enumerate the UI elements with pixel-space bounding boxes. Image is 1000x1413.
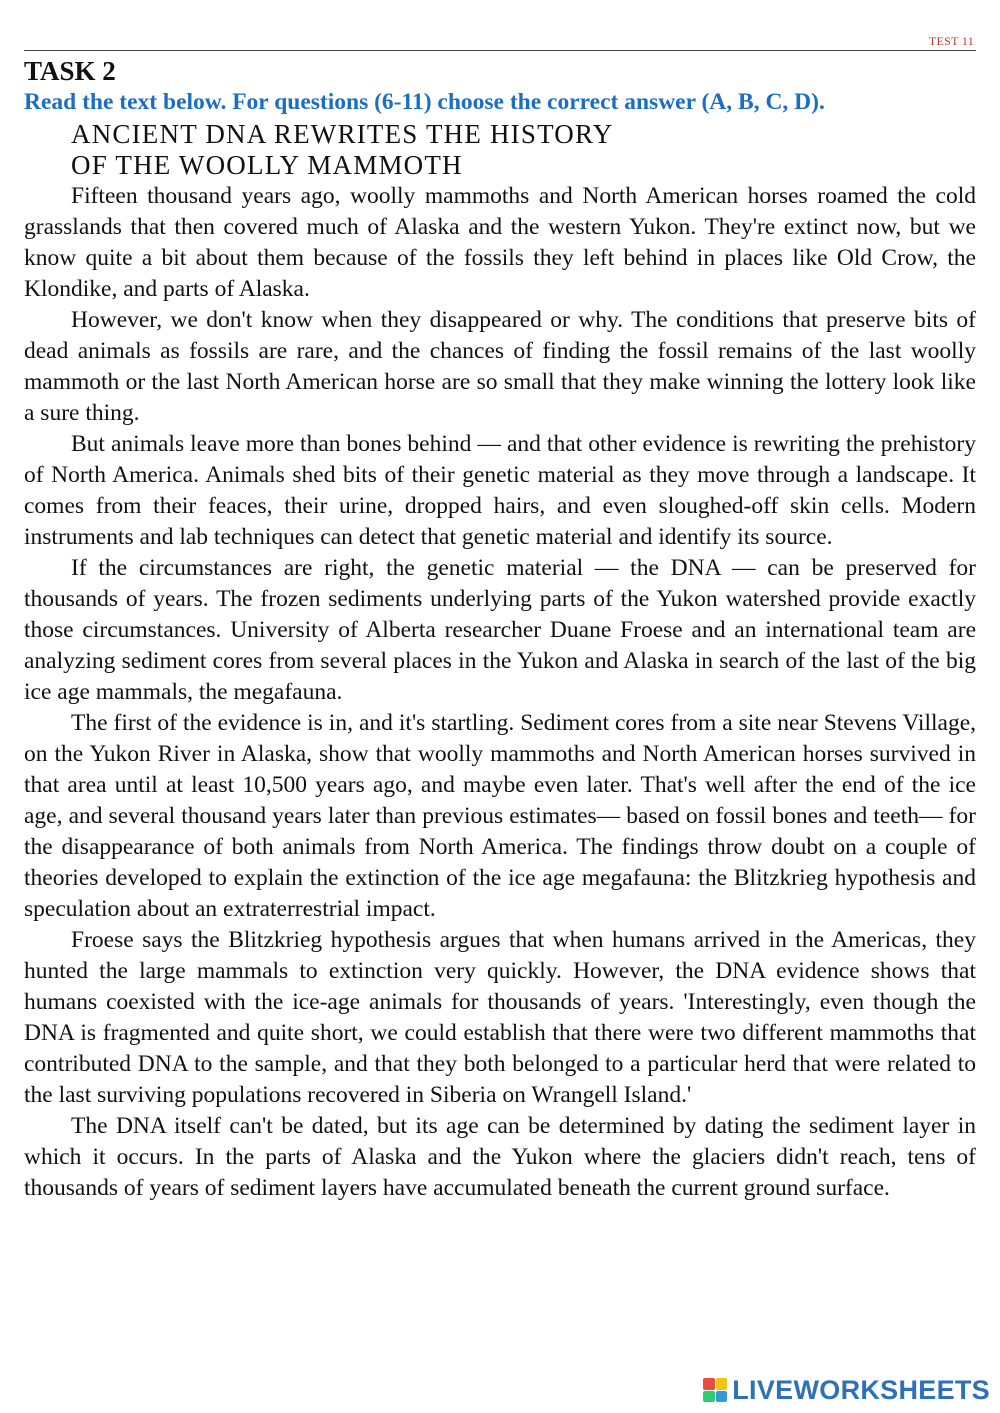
liveworksheets-logo-icon xyxy=(703,1378,727,1402)
article-body xyxy=(24,181,976,1204)
test-number-label: TEST 11 xyxy=(928,34,974,48)
logo-square-yellow xyxy=(716,1378,728,1390)
article-title-line-1: ANCIENT DNA REWRITES THE HISTORY xyxy=(71,119,614,149)
worksheet-content xyxy=(24,56,976,1204)
logo-square-blue xyxy=(716,1391,728,1403)
article-paragraph-7: The DNA itself can't be dated, but its age can be determined by dating the sediment layer in which it occurs. In the parts of Alaska and the Yukon where the glaciers didn't reach, tens of thousands of years of sediment layers have accumulated beneath the current ground surface. xyxy=(24,1113,976,1201)
article-paragraph-5: The first of the evidence is in, and it's startling. Sediment cores from a site near Stevens Village, on the Yukon River in Alaska, show that woolly mammoths and North American horses survived in that area until at least 10,500 years ago, and maybe even later. That's well after the end of the ice age, and several thousand years later than previous estimates— based on fossil bones and teeth— for the disappearance of both animals from North America. The findings throw doubt on a couple of theories developed to explain the extinction of the ice age megafauna: the Blitzkrieg hypothesis and speculation about an extraterrestrial impact. xyxy=(24,710,976,922)
article-paragraph-3: But animals leave more than bones behind — and that other evidence is rewriting the prehistory of North America. Animals shed bits of their genetic material as they move through a landscape. It comes from their feaces, their urine, dropped hairs, and even sloughed-off skin cells. Modern instruments and lab techniques can detect that genetic material and identify its source. xyxy=(24,431,976,550)
logo-square-red xyxy=(703,1378,715,1390)
article-paragraph-2: However, we don't know when they disappeared or why. The conditions that preserve bits of dead animals as fossils are rare, and the chances of finding the fossil remains of the last woolly mammoth or the last North American horse are so small that they make winning the lottery look like a sure thing. xyxy=(24,307,976,426)
article-paragraph-4: If the circumstances are right, the genetic material — the DNA — can be preserved for thousands of years. The frozen sediments underlying parts of the Yukon watershed provide exactly those circumstances. University of Alberta researcher Duane Froese and an international team are analyzing sediment cores from several places in the Yukon and Alaska in search of the last of the big ice age mammals, the megafauna. xyxy=(24,555,976,705)
task-instruction: Read the text below. For questions (6-11) choose the correct answer (A, B, C, D). xyxy=(24,89,825,115)
logo-square-green xyxy=(703,1391,715,1403)
liveworksheets-brand-text: LIVEWORKSHEETS xyxy=(732,1374,990,1405)
task-title: TASK 2 xyxy=(24,56,116,86)
article-paragraph-1: Fifteen thousand years ago, woolly mammoths and North American horses roamed the cold grasslands that then covered much of Alaska and the western Yukon. They're extinct now, but we know quite a bit about them because of the fossils they left behind in places like Old Crow, the Klondike, and parts of Alaska. xyxy=(24,183,976,302)
header-divider xyxy=(24,50,976,51)
article-title-line-2: OF THE WOOLLY MAMMOTH xyxy=(71,150,463,180)
article-title xyxy=(71,119,976,181)
article-paragraph-6: Froese says the Blitzkrieg hypothesis argues that when humans arrived in the Americas, they hunted the large mammals to extinction very quickly. However, the DNA evidence shows that humans coexisted with the ice-age animals for thousands of years. 'Interestingly, even though the DNA is fragmented and quite short, we could establish that there were two different mammoths that contributed DNA to the sample, and that they both belonged to a particular herd that were related to the last surviving populations recovered in Siberia on Wrangell Island.' xyxy=(24,927,976,1108)
liveworksheets-logo[interactable] xyxy=(703,1375,990,1405)
